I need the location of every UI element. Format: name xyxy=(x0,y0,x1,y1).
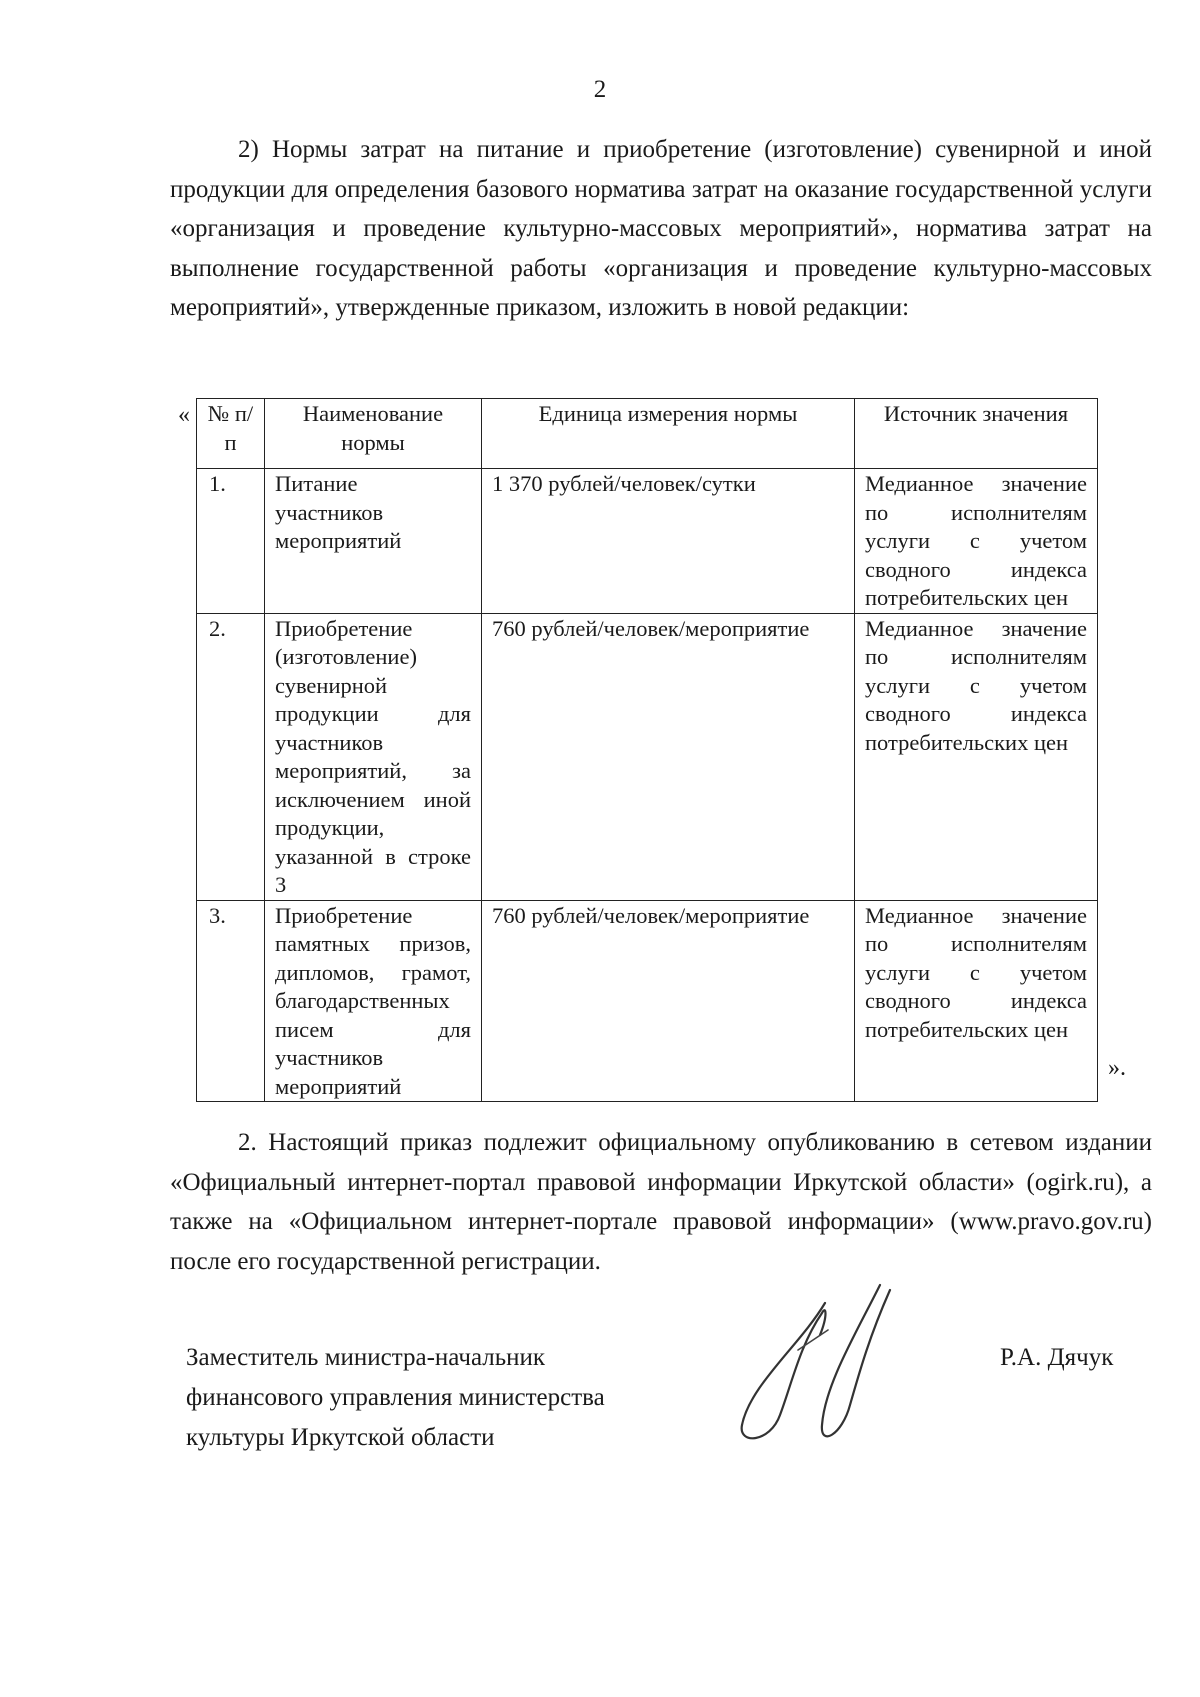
table-row xyxy=(197,469,1098,614)
header-num: № п/п xyxy=(197,399,265,469)
cell-name: Приобретение памятных призов, дипломов, грамот, благодарственных писем для участников мероприятий xyxy=(265,900,482,1102)
signatory-title-line: Заместитель министра-начальник xyxy=(186,1344,546,1371)
cell-name: Питание участников мероприятий xyxy=(265,469,482,614)
signatory-title-line: культуры Иркутской области xyxy=(186,1424,495,1451)
table-quote-open: « xyxy=(178,402,190,428)
table-row xyxy=(197,900,1098,1102)
table-header-row xyxy=(197,399,1098,469)
cell-num: 3. xyxy=(197,900,265,1102)
cell-source: Медианное значение по исполнителям услуги с учетом сводного индекса потребительских цен xyxy=(855,469,1098,614)
cell-name: Приобретение (изготовление) сувенирной продукции для участников мероприятий, за исключением иной продукции, указанной в строке 3 xyxy=(265,613,482,900)
table-row xyxy=(197,613,1098,900)
signatory-title xyxy=(186,1338,605,1458)
cell-num: 1. xyxy=(197,469,265,614)
cell-source: Медианное значение по исполнителям услуги с учетом сводного индекса потребительских цен xyxy=(855,900,1098,1102)
cell-num: 2. xyxy=(197,613,265,900)
norms-table xyxy=(196,398,1098,1102)
header-unit: Единица измерения нормы xyxy=(482,399,855,469)
header-name: Наименование нормы xyxy=(265,399,482,469)
cell-unit: 760 рублей/человек/мероприятие xyxy=(482,900,855,1102)
cell-unit: 760 рублей/человек/мероприятие xyxy=(482,613,855,900)
paragraph-publication: 2. Настоящий приказ подлежит официальному опубликованию в сетевом издании «Официальный интернет-портал правовой информации Иркутской области» (ogirk.ru), а также на «Официальном интернет-портале правовой информации» (www.pravo.gov.ru) после его государственной регистрации. xyxy=(170,1129,1152,1275)
page-number: 2 xyxy=(593,76,607,103)
cell-unit: 1 370 рублей/человек/сутки xyxy=(482,469,855,614)
handwritten-signature xyxy=(730,1275,920,1455)
table-quote-close: ». xyxy=(1108,1055,1126,1081)
paragraph-norms-intro: 2) Нормы затрат на питание и приобретение (изготовление) сувенирной и иной продукции для определения базового норматива затрат на оказание государственной услуги «организация и проведение культурно-массовых мероприятий», норматива затрат на выполнение государственной работы «организация и проведение культурно-массовых мероприятий», утвержденные приказом, изложить в новой редакции: xyxy=(170,136,1152,321)
header-source: Источник значения xyxy=(855,399,1098,469)
cell-source: Медианное значение по исполнителям услуги с учетом сводного индекса потребительских цен xyxy=(855,613,1098,900)
signatory-title-line: финансового управления министерства xyxy=(186,1384,605,1411)
signatory-name: Р.А. Дячук xyxy=(1000,1344,1114,1371)
